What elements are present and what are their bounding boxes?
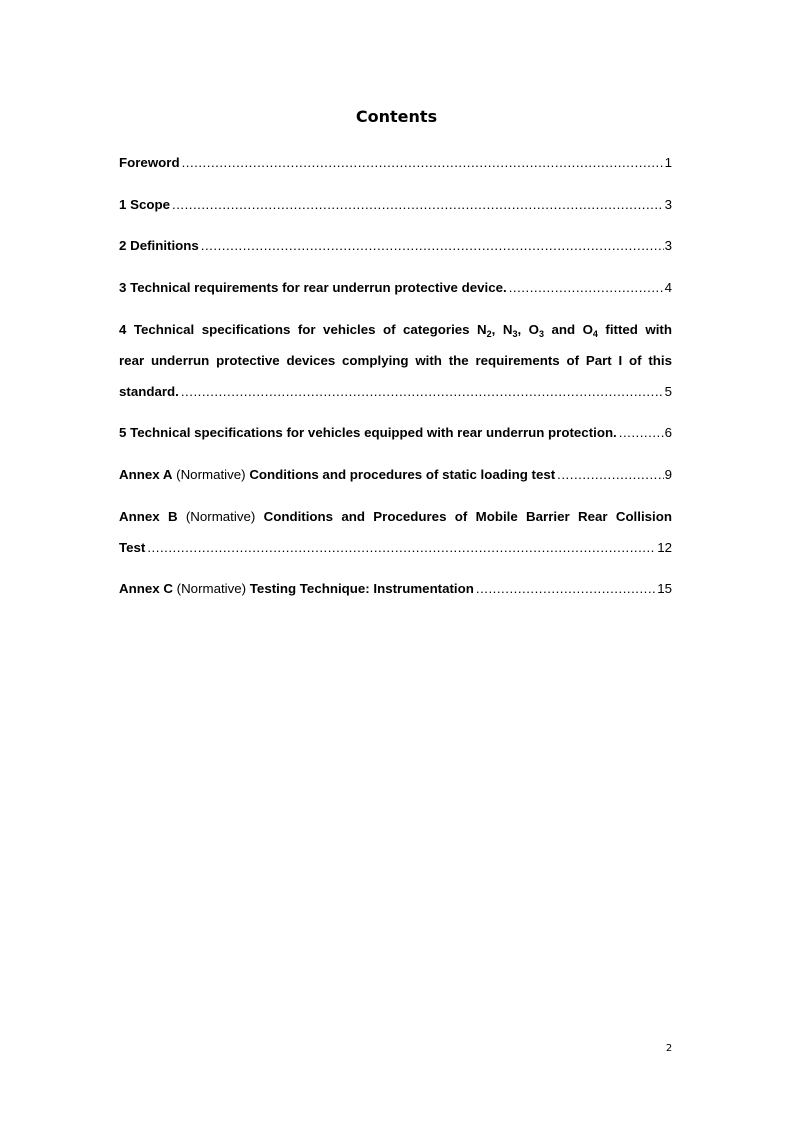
- toc-entry-title: 1 Scope: [119, 197, 170, 212]
- dot-leader: [182, 154, 664, 172]
- toc-entry-title-line-2: rear underrun protective devices complying with the requirements of Part I of this: [119, 353, 672, 368]
- toc-entry-title-line-3: standard.: [119, 384, 179, 399]
- toc-entry-prefix: Annex C: [119, 581, 173, 596]
- toc-entry-qualifier: (Normative): [185, 509, 256, 524]
- toc-entry-title-line-2: Test: [119, 540, 146, 555]
- toc-entry-title-line-1: 4 Technical specifications for vehicles of categories $N_2$, $N_3$, $O_3$ and $O_4$ fitted with: [119, 322, 672, 339]
- toc-entry-qualifier: (Normative): [176, 467, 246, 482]
- dot-leader: [201, 237, 664, 255]
- toc-page-number: 4: [664, 280, 672, 295]
- toc-entry-title: 2 Definitions: [119, 238, 199, 253]
- toc-entry-title-line-1: [119, 508, 672, 526]
- dot-leader: [147, 539, 656, 557]
- toc-entry-section-4[interactable]: [119, 321, 672, 401]
- toc-entry-title: Testing Technique: Instrumentation: [249, 581, 474, 596]
- page-number: 2: [665, 1043, 673, 1054]
- dot-leader: [557, 466, 663, 484]
- toc-entry-title: Conditions and procedures of static loading test: [249, 467, 556, 482]
- toc-entry-section-5[interactable]: [119, 424, 672, 442]
- toc-entry-prefix: Annex A: [119, 467, 173, 482]
- toc-entry-scope[interactable]: [119, 196, 672, 214]
- toc-entry-title: 3 Technical requirements for rear underrun protective device.: [119, 280, 507, 295]
- toc-entry-title: Conditions and Procedures of Mobile Barrier Rear Collision: [263, 509, 672, 524]
- toc-page-number: 3: [664, 197, 672, 212]
- dot-leader: [476, 580, 656, 598]
- toc-entry-section-3[interactable]: [119, 279, 672, 297]
- toc-page-number: 5: [664, 384, 672, 399]
- toc-entry-foreword[interactable]: [119, 154, 672, 172]
- toc-entry-title: Foreword: [119, 155, 180, 170]
- toc-page-number: 12: [657, 540, 672, 555]
- dot-leader: [172, 196, 664, 214]
- page-title: Contents: [355, 107, 438, 126]
- toc-entry-annex-c[interactable]: [119, 580, 672, 598]
- toc-page-number: 9: [664, 467, 672, 482]
- toc-page-number: 1: [664, 155, 672, 170]
- toc-page-number: 6: [664, 425, 672, 440]
- dot-leader: [181, 383, 664, 401]
- dot-leader: [619, 424, 664, 442]
- toc-page-number: 15: [657, 581, 672, 596]
- toc-entry-annex-a[interactable]: [119, 466, 672, 484]
- toc-entry-prefix: Annex B: [119, 509, 178, 524]
- dot-leader: [509, 279, 664, 297]
- toc-page-number: 3: [664, 238, 672, 253]
- toc-entry-annex-b[interactable]: [119, 508, 672, 557]
- toc-entry-title: 5 Technical specifications for vehicles equipped with rear underrun protection.: [119, 425, 617, 440]
- toc-entry-qualifier: (Normative): [176, 581, 247, 596]
- toc-entry-definitions[interactable]: [119, 237, 672, 255]
